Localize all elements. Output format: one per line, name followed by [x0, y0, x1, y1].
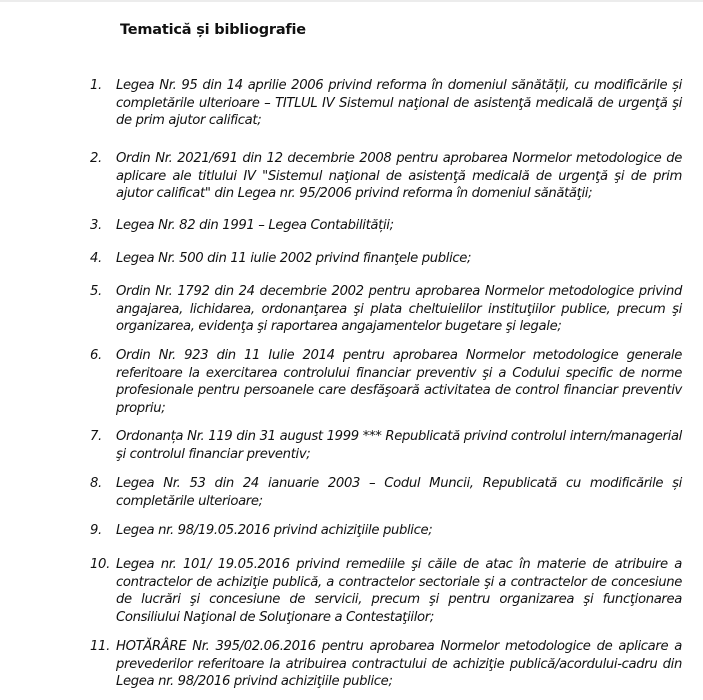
- item-number: 4.: [90, 251, 102, 266]
- list-item: [90, 150, 682, 203]
- list-item: [90, 522, 682, 540]
- item-text: Legea nr. 98/19.05.2016 privind achiziţiile publice;: [116, 523, 433, 538]
- item-number: 8.: [90, 476, 102, 491]
- list-item: [90, 250, 682, 268]
- item-number: 7.: [90, 429, 102, 444]
- list-item: [90, 77, 682, 130]
- list-item: [90, 347, 682, 417]
- item-text: Ordonanța Nr. 119 din 31 august 1999 *** Republicată privind controlul intern/managerial şi controlul financiar preventiv;: [116, 429, 682, 462]
- item-text: Legea Nr. 95 din 14 aprilie 2006 privind reforma în domeniul sănătății, cu modificările și completările ulterioare – TITLUL IV Sistemul naţional de asistenţă medicală de urgenţă şi de prim ajutor calificat;: [116, 78, 682, 129]
- document-title: Tematică și bibliografie: [120, 22, 306, 38]
- item-number: 5.: [90, 284, 102, 299]
- item-number: 10.: [90, 557, 110, 572]
- item-text: Legea Nr. 82 din 1991 – Legea Contabilității;: [116, 218, 394, 233]
- item-number: 2.: [90, 151, 102, 166]
- item-text: Ordin Nr. 2021/691 din 12 decembrie 2008 pentru aprobarea Normelor metodologice de aplicare ale titlului IV "Sistemul naţional de asistenţă medicală de urgenţă şi de prim ajutor calificat" din Legea nr. 95/2006 privind reforma în domeniul sănătăţii;: [116, 151, 682, 202]
- item-text: Ordin Nr. 1792 din 24 decembrie 2002 pentru aprobarea Normelor metodologice privind angajarea, lichidarea, ordonanţarea şi plata cheltuielilor instituţiilor publice, precum şi organizarea, evidenţa şi raportarea angajamentelor bugetare şi legale;: [116, 284, 682, 335]
- item-text: Legea nr. 101/ 19.05.2016 privind remediile şi căile de atac în materie de atribuire a contractelor de achiziţie publică, a contractelor sectoriale şi a contractelor de concesiune de lucrări şi concesiune de servicii, precum şi pentru organizarea şi funcţionarea Consiliului Naţional de Soluţionare a Contestaţiilor;: [116, 557, 682, 625]
- item-text: Legea Nr. 500 din 11 iulie 2002 privind finanţele publice;: [116, 251, 472, 266]
- list-item: [90, 283, 682, 336]
- list-item: [90, 556, 682, 626]
- item-text: Ordin Nr. 923 din 11 Iulie 2014 pentru aprobarea Normelor metodologice generale referitoare la exercitarea controlului financiar preventiv şi a Codului specific de norme profesionale pentru persoanele care desfăşoară activitatea de control financiar preventiv propriu;: [116, 348, 682, 416]
- item-number: 1.: [90, 78, 102, 93]
- item-number: 6.: [90, 348, 102, 363]
- item-number: 11.: [90, 639, 110, 654]
- item-text: HOTĂRÂRE Nr. 395/02.06.2016 pentru aprobarea Normelor metodologice de aplicare a prevederilor referitoare la atribuirea contractului de achiziţie publică/acordului-cadru din Legea nr. 98/2016 privind achiziţiile publice;: [116, 639, 682, 690]
- item-text: Legea Nr. 53 din 24 ianuarie 2003 – Codul Muncii, Republicată cu modificările și completările ulterioare;: [116, 476, 682, 509]
- list-item: [90, 217, 682, 235]
- item-number: 9.: [90, 523, 102, 538]
- item-number: 3.: [90, 218, 102, 233]
- top-border: [0, 0, 703, 2]
- list-item: [90, 638, 682, 691]
- list-item: [90, 428, 682, 463]
- list-item: [90, 475, 682, 510]
